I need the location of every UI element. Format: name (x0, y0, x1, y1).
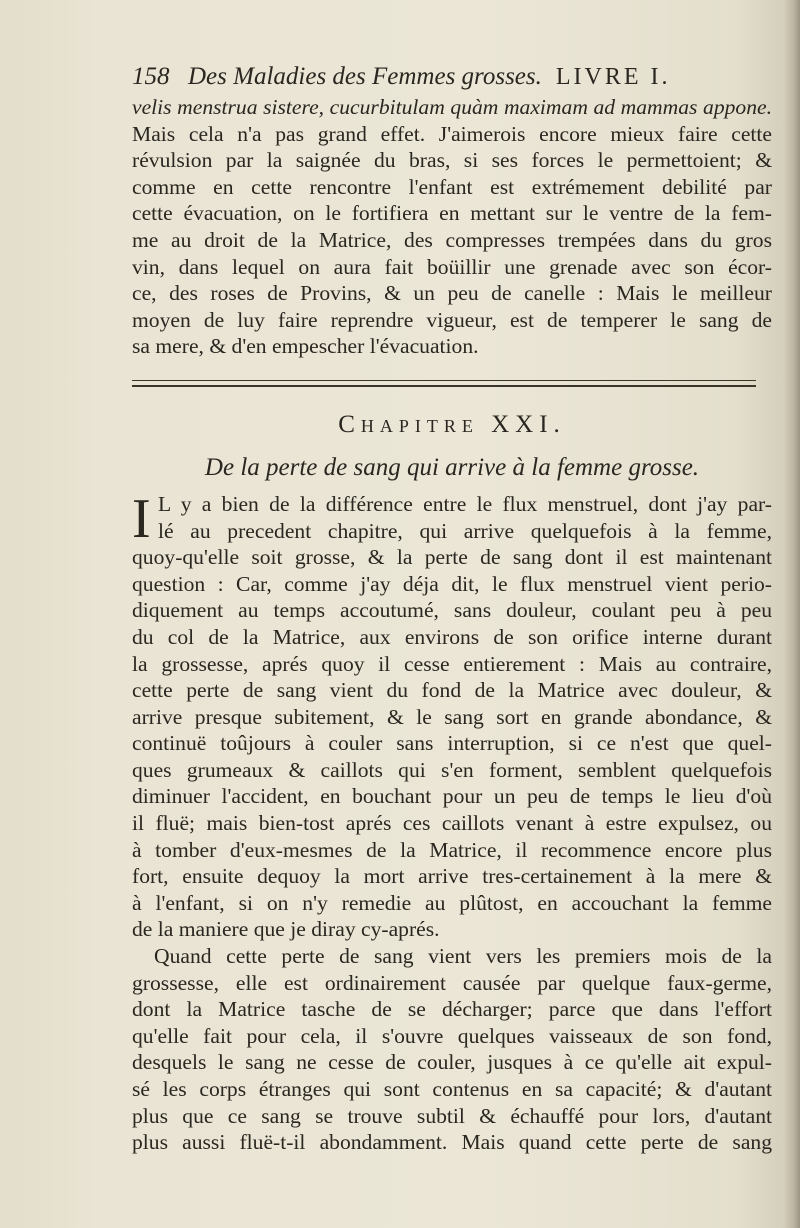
text-line: desquels le sang ne cesse de couler, jusques à ce qu'elle ait expul- (132, 1050, 772, 1075)
text-line: question : Car, comme j'ay déja dit, le flux menstruel vient perio- (132, 571, 772, 596)
page-edge-shadow (784, 0, 800, 1228)
text-line: dont la Matrice tasche de se décharger; parce que dans l'effort (132, 997, 772, 1022)
text-line: diminuer l'accident, en bouchant pour un peu de temps le lieu d'où (132, 784, 772, 809)
text-line: plus que ce sang se trouve subtil & échauffé pour lors, d'autant (132, 1103, 772, 1128)
text-line: il fluë; mais bien-tost aprés ces caillots venant à estre expulsez, ou (132, 811, 772, 836)
text-line: sé les corps étranges qui sont contenus en sa capacité; & d'autant (132, 1077, 772, 1101)
second-paragraph (132, 943, 772, 1156)
text-line: Mais cela n'a pas grand effet. J'aimerois encore mieux faire cette (132, 121, 772, 146)
text-line: révulsion par la saignée du bras, si ses forces le permettoient; & (132, 148, 772, 173)
text-line: cette évacuation, on le fortifiera en mettant sur le ventre de la fem- (132, 201, 772, 226)
text-line: à l'enfant, si on n'y remedie au plûtost, en accouchant la femme (132, 890, 772, 915)
text-line: de la maniere que je diray cy-aprés. (132, 917, 440, 942)
text-line: fort, ensuite dequoy la mort arrive tres-certainement à la mere & (132, 864, 772, 889)
text-line: cette perte de sang vient du fond de la Matrice avec douleur, & (132, 678, 772, 703)
text-line: ques grumeaux & caillots qui s'en forment, semblent quelquefois (132, 757, 772, 782)
text-line: à tomber d'eux-mesmes de la Matrice, il recommence encore plus (132, 837, 772, 862)
chapter-heading: Chapitre XXI. (338, 410, 566, 438)
text-line: diquement au temps accoutumé, sans douleur, coulant peu à peu (132, 598, 772, 623)
top-paragraph (132, 94, 772, 360)
book-label: LIVRE I. (555, 64, 671, 90)
text-line: velis menstrua sistere, cucurbitulam quàm maximam ad mammas appone. (132, 95, 772, 119)
text-line: quoy-qu'elle soit grosse, & la perte de sang dont il est maintenant (132, 545, 772, 570)
text-line: Quand cette perte de sang vient vers les premiers mois de la (154, 944, 772, 969)
first-paragraph (132, 487, 772, 943)
text-line: continuë toûjours à couler sans interruption, si ce n'est que quel- (132, 731, 772, 756)
text-line: du col de la Matrice, aux environs de son orifice interne durant (132, 624, 772, 649)
text-line: plus aussi fluë-t-il abondamment. Mais quand cette perte de sang (132, 1130, 772, 1155)
text-line: comme en cette rencontre l'enfant est extrémement debilité par (132, 174, 772, 199)
running-head (132, 60, 772, 94)
drop-cap: I (132, 487, 151, 550)
chapter-divider-rule (132, 380, 756, 387)
text-line: vin, dans lequel on aura fait boüillir une grenade avec son écor- (132, 254, 772, 279)
text-line: L y a bien de la différence entre le flux menstruel, dont j'ay par- (158, 491, 772, 516)
text-line: moyen de luy faire reprendre vigueur, est de temperer le sang de (132, 307, 772, 332)
page-number: 158 (132, 63, 170, 90)
running-title: Des Maladies des Femmes grosses. (188, 63, 542, 90)
text-line: ce, des roses de Provins, & un peu de canelle : Mais le meilleur (132, 281, 772, 306)
text-line: me au droit de la Matrice, des compresses trempées dans du gros (132, 227, 772, 252)
text-line: sa mere, & d'en empescher l'évacuation. (132, 334, 479, 359)
text-line: arrive presque subitement, & le sang sort en grande abondance, & (132, 704, 772, 729)
text-line: qu'elle fait pour cela, il s'ouvre quelques vaisseaux de son fond, (132, 1023, 772, 1048)
text-line: grossesse, elle est ordinairement causée par quelque faux-germe, (132, 970, 772, 995)
text-line: lé au precedent chapitre, qui arrive quelquefois à la femme, (158, 518, 772, 543)
chapter-subtitle: De la perte de sang qui arrive à la femme grosse. (204, 453, 700, 481)
text-line: la grossesse, aprés quoy il cesse entierement : Mais au contraire, (132, 651, 772, 676)
page-content (132, 60, 772, 1156)
